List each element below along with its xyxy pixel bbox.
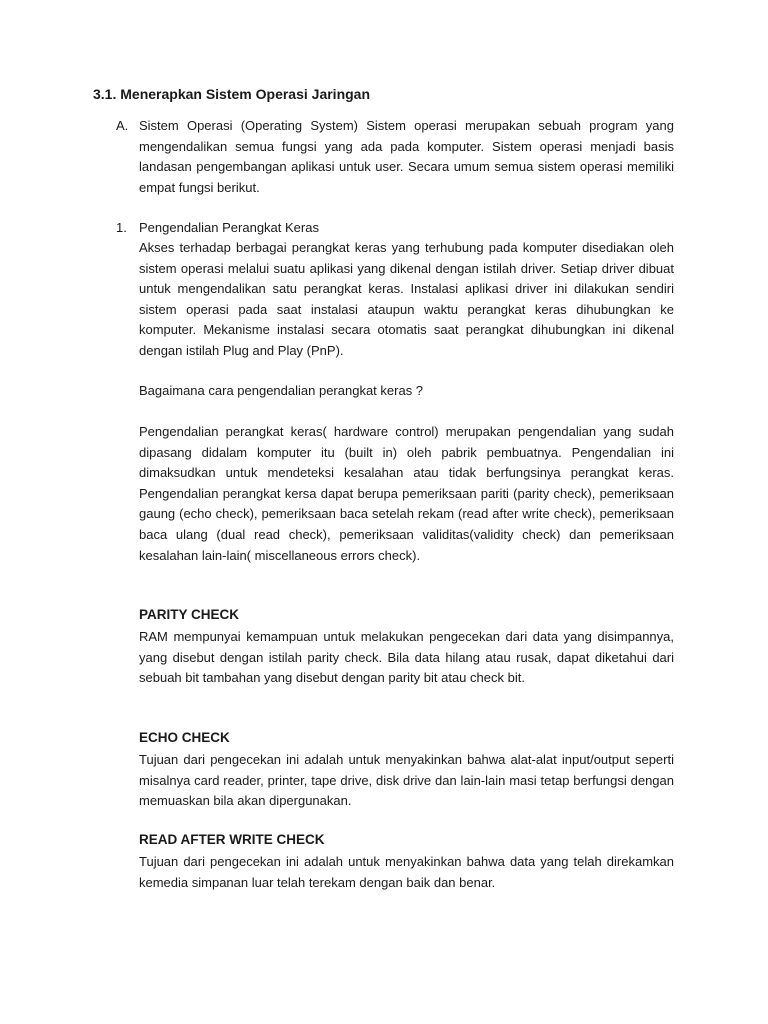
answer-paragraph: Pengendalian perangkat keras( hardware control) merupakan pengendalian yang sudah dipasang didalam komputer itu (built in) oleh pabrik pembuatnya. Pengendalian ini dimaksudkan untuk mendeteksi kesalahan atau tidak berfungsinya perangkat keras. Pengendalian perangkat kersa dapat berupa pemeriksaan pariti (parity check), pemeriksaan gaung (echo check), pemeriksaan baca setelah rekam (read after write check), pemeriksaan baca ulang (dual read check), pemeriksaan validitas(validity check) dan pemeriksaan kesalahan lain-lain( miscellaneous errors check). (139, 424, 674, 563)
section-title: 3.1. Menerapkan Sistem Operasi Jaringan (93, 86, 371, 102)
question-paragraph: Bagaimana cara pengendalian perangkat keras ? (139, 383, 424, 398)
parity-check-paragraph: RAM mempunyai kemampuan untuk melakukan pengecekan dari data yang disimpannya, yang disebut dengan istilah parity check. Bila data hilang atau rusak, dapat diketahui dari sebuah bit tambahan yang disebut dengan parity bit atau check bit. (139, 629, 674, 686)
echo-check-paragraph: Tujuan dari pengecekan ini adalah untuk menyakinkan bahwa alat-alat input/output seperti misalnya card reader, printer, tape drive, disk drive dan lain-lain masi tetap berfungsi dengan memuaskan bila akan dipergunakan. (139, 752, 674, 809)
list-marker-a: A. (116, 118, 129, 133)
item-a-paragraph: Sistem Operasi (Operating System) Sistem operasi merupakan sebuah program yang mengendalikan semua fungsi yang ada pada komputer. Sistem operasi menjadi basis landasan pengembangan aplikasi untuk user. Secara umum semua sistem operasi memiliki empat fungsi berikut. (139, 118, 674, 195)
list-marker-1: 1. (116, 220, 127, 235)
item-1-paragraph: Akses terhadap berbagai perangkat keras yang terhubung pada komputer disediakan oleh sistem operasi melalui suatu aplikasi yang dikenal dengan istilah driver. Setiap driver dibuat untuk mengendalikan satu perangkat keras. Instalasi aplikasi driver ini dilakukan sendiri sistem operasi pada saat instalasi ataupun waktu perangkat keras dihubungkan ke komputer. Mekanisme instalasi secara otomatis saat perangkat dihubungkan ini dikenal dengan istilah Plug and Play (PnP). (139, 240, 674, 358)
read-after-write-heading: READ AFTER WRITE CHECK (139, 832, 325, 847)
parity-check-heading: PARITY CHECK (139, 607, 240, 622)
item-1-heading: Pengendalian Perangkat Keras (139, 220, 319, 235)
echo-check-heading: ECHO CHECK (139, 730, 230, 745)
read-after-write-paragraph: Tujuan dari pengecekan ini adalah untuk menyakinkan bahwa data yang telah direkamkan kemedia simpanan luar telah terekam dengan baik dan benar. (139, 854, 674, 890)
